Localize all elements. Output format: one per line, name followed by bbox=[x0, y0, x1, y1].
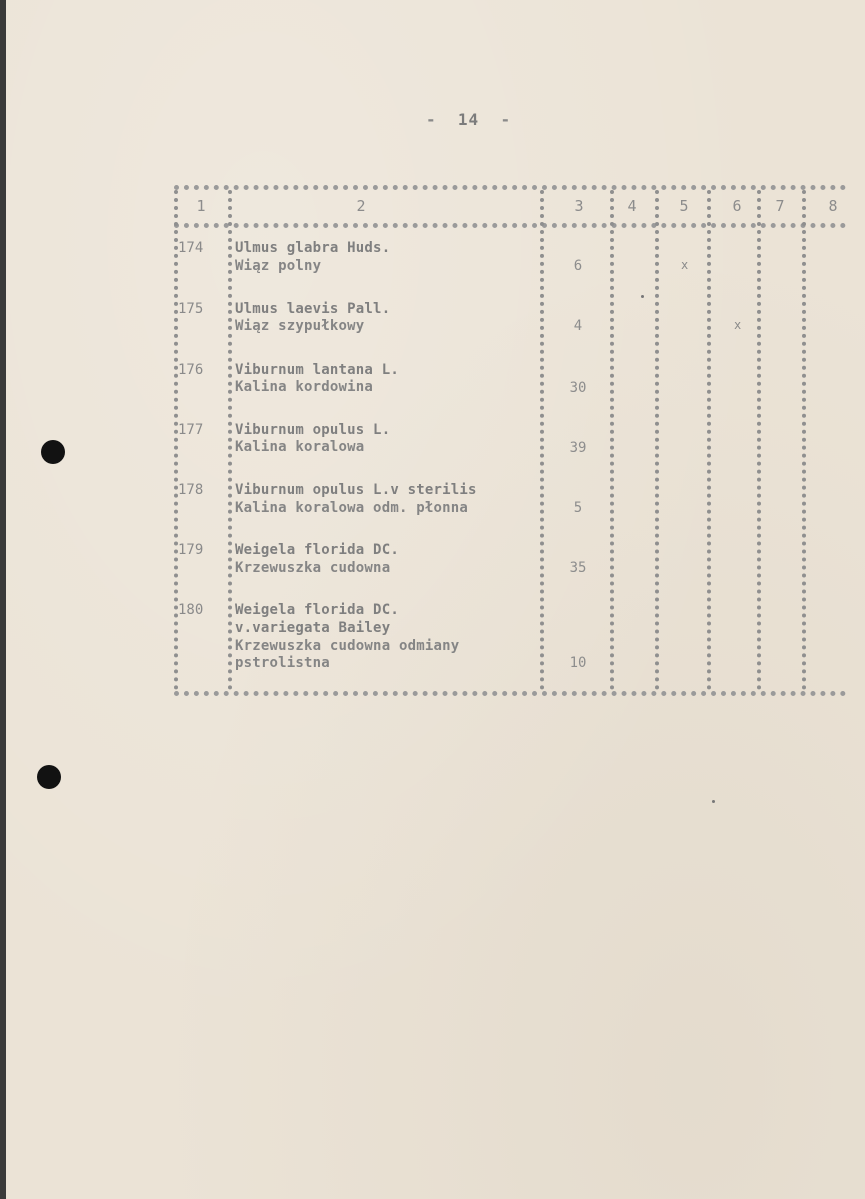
quantity: 10 bbox=[569, 655, 587, 671]
latin-name: Weigela florida DC. bbox=[235, 602, 399, 618]
latin-name: Weigela florida DC. bbox=[235, 542, 399, 558]
row-number: 176 bbox=[178, 362, 204, 378]
quantity: 4 bbox=[573, 318, 583, 334]
column-header-1: 1 bbox=[196, 197, 206, 215]
table-top-rule bbox=[174, 185, 846, 190]
column-header-3: 3 bbox=[574, 197, 584, 215]
column-separator bbox=[757, 190, 761, 690]
latin-name: Ulmus glabra Huds. bbox=[235, 240, 391, 256]
page-number bbox=[426, 110, 511, 129]
quantity: 35 bbox=[569, 560, 587, 576]
page-number-digits: 14 bbox=[457, 110, 480, 129]
polish-name: Wiąz polny bbox=[235, 258, 322, 274]
column-separator bbox=[228, 190, 232, 690]
polish-name-continued: pstrolistna bbox=[235, 655, 330, 671]
latin-name: Viburnum opulus L.v sterilis bbox=[235, 482, 477, 498]
row-number: 180 bbox=[178, 602, 204, 618]
row-number: 177 bbox=[178, 422, 204, 438]
row-number: 175 bbox=[178, 301, 204, 317]
polish-name: Wiąz szypułkowy bbox=[235, 318, 365, 334]
column-separator bbox=[655, 190, 659, 690]
column-separator bbox=[802, 190, 806, 690]
page-number-dash-right: - bbox=[500, 110, 512, 129]
polish-name: Kalina koralowa bbox=[235, 439, 365, 455]
polish-name: Kalina koralowa odm. płonna bbox=[235, 500, 468, 516]
ink-speck bbox=[712, 800, 715, 803]
quantity: 30 bbox=[569, 380, 587, 396]
column-separator bbox=[707, 190, 711, 690]
row-number: 178 bbox=[178, 482, 204, 498]
row-number: 179 bbox=[178, 542, 204, 558]
column-header-8: 8 bbox=[828, 197, 838, 215]
document-page bbox=[6, 0, 865, 1199]
column-header-7: 7 bbox=[775, 197, 785, 215]
column-header-2: 2 bbox=[356, 197, 366, 215]
quantity: 39 bbox=[569, 440, 587, 456]
table-header-rule bbox=[174, 223, 846, 228]
latin-name: Ulmus laevis Pall. bbox=[235, 301, 391, 317]
latin-name: Viburnum lantana L. bbox=[235, 362, 399, 378]
variety-name: v.variegata Bailey bbox=[235, 620, 391, 636]
column-header-6: 6 bbox=[732, 197, 742, 215]
polish-name: Krzewuszka cudowna odmiany bbox=[235, 638, 460, 654]
latin-name: Viburnum opulus L. bbox=[235, 422, 391, 438]
mark-x: x bbox=[681, 258, 689, 272]
page-number-dash-left: - bbox=[426, 110, 437, 129]
column-header-5: 5 bbox=[679, 197, 689, 215]
column-header-4: 4 bbox=[627, 197, 637, 215]
table-bottom-rule bbox=[174, 691, 846, 696]
mark-x: x bbox=[734, 318, 742, 332]
column-separator bbox=[540, 190, 544, 690]
row-number: 174 bbox=[178, 240, 204, 256]
polish-name: Kalina kordowina bbox=[235, 379, 374, 395]
quantity: 5 bbox=[573, 500, 583, 516]
punch-hole-top bbox=[41, 440, 65, 464]
ink-speck bbox=[641, 295, 644, 298]
punch-hole-bottom bbox=[37, 765, 61, 789]
column-separator bbox=[610, 190, 614, 690]
polish-name: Krzewuszka cudowna bbox=[235, 560, 391, 576]
quantity: 6 bbox=[573, 258, 583, 274]
